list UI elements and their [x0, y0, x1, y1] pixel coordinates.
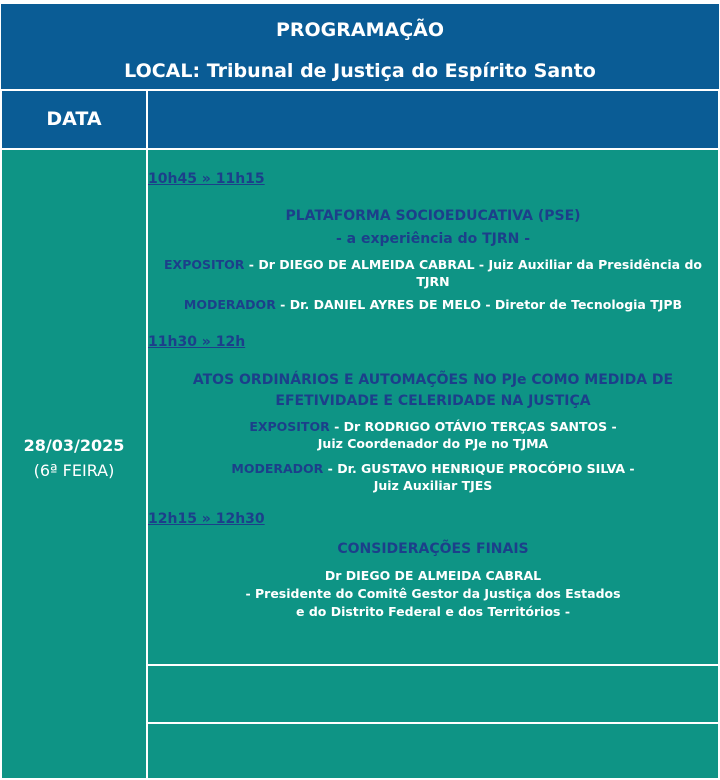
session-expositor: [148, 419, 718, 434]
moderador-name: - Dr. DANIEL AYRES DE MELO - Diretor de Tecnologia TJPB: [275, 297, 683, 312]
program-location: LOCAL: Tribunal de Justiça do Espírito Santo: [124, 60, 596, 82]
column-header-empty: [148, 91, 718, 148]
session-moderador: [148, 297, 718, 312]
column-header-date-label: DATA: [46, 108, 102, 130]
program-title: PROGRAMAÇÃO: [275, 19, 445, 41]
session-title: CONSIDERAÇÕES FINAIS: [337, 541, 529, 557]
session-title: PLATAFORMA SOCIOEDUCATIVA (PSE): [285, 208, 581, 224]
agenda-cell: [148, 150, 718, 664]
expositor-continuation: TJRN: [416, 274, 450, 289]
session-title: ATOS ORDINÁRIOS E AUTOMAÇÕES NO PJe COMO MEDIDA DE: [192, 372, 674, 388]
moderador-role: MODERADOR: [183, 297, 276, 312]
session-title-line2: EFETIVIDADE E CELERIDADE NA JUSTIÇA: [275, 393, 591, 409]
expositor-name: - Dr DIEGO DE ALMEIDA CABRAL - Juiz Auxiliar da Presidência do: [244, 257, 702, 272]
moderador-continuation: Juiz Auxiliar TJES: [373, 478, 493, 493]
date-cell: [2, 150, 146, 778]
session-time: 10h45 » 11h15: [148, 171, 265, 187]
empty-row: [148, 724, 718, 778]
moderador-name: - Dr. GUSTAVO HENRIQUE PROCÓPIO SILVA -: [323, 461, 635, 476]
session-subtitle: - a experiência do TJRN -: [335, 231, 531, 247]
closing-speaker: Dr DIEGO DE ALMEIDA CABRAL: [324, 568, 542, 583]
event-weekday: (6ª FEIRA): [33, 461, 115, 480]
expositor-role: EXPOSITOR: [249, 419, 330, 434]
expositor-name: - Dr RODRIGO OTÁVIO TERÇAS SANTOS -: [329, 419, 617, 434]
session-time: 11h30 » 12h: [148, 334, 246, 350]
program-header: [1, 4, 719, 89]
column-header-date: [2, 91, 146, 148]
closing-speaker-role: - Presidente do Comitê Gestor da Justiça dos Estados: [245, 586, 621, 601]
event-date: 28/03/2025: [23, 436, 125, 455]
empty-row: [148, 666, 718, 722]
expositor-continuation: Juiz Coordenador do PJe no TJMA: [317, 436, 549, 451]
moderador-role: MODERADOR: [231, 461, 324, 476]
session-time: 12h15 » 12h30: [148, 511, 265, 527]
session-expositor: [148, 257, 718, 272]
expositor-role: EXPOSITOR: [164, 257, 245, 272]
closing-speaker-role-line2: e do Distrito Federal e dos Territórios -: [295, 604, 571, 619]
session-moderador: [148, 461, 718, 476]
